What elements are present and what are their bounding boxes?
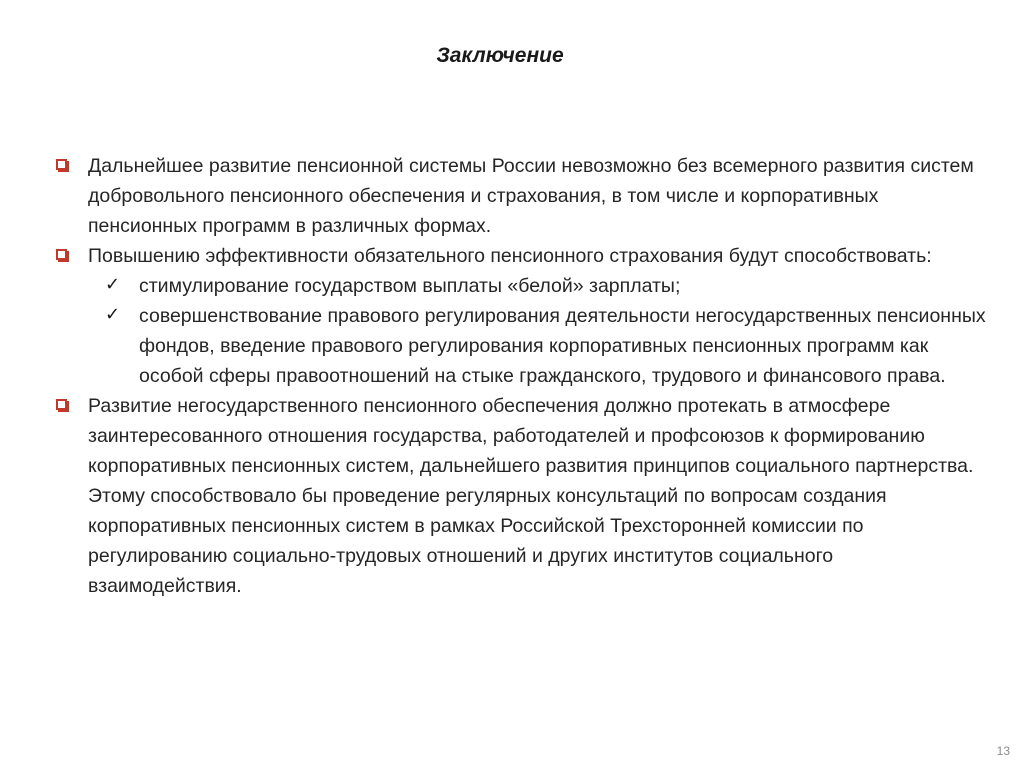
sub-bullet-item [56, 271, 986, 301]
checkmark-icon: ✓ [105, 274, 121, 295]
bullet-text: Развитие негосударственного пенсионного обеспечения должно протекать в атмосфере заинтересованного отношения государства, работодателей и профсоюзов к формированию корпоративных пенсионных систем, дальнейшего развития принципов социального партнерства. Этому способствовало бы проведение регулярных консультаций по вопросам создания корпоративных пенсионных систем в рамках Российской Трехсторонней комиссии по регулированию социально-трудовых отношений и других институтов социального взаимодействия. [88, 395, 974, 597]
bullet-item [56, 391, 986, 601]
sub-bullet-text: совершенствование правового регулирования деятельности негосударственных пенсионных фондов, введение правового регулирования корпоративных пенсионных программ как особой сферы правоотношений на стыке гражданского, трудового и финансового права. [139, 305, 986, 387]
checkmark-icon: ✓ [105, 304, 121, 325]
bullet-list [56, 151, 986, 601]
bullet-item [56, 241, 986, 271]
page-number: 13 [996, 744, 1010, 758]
bullet-item [56, 151, 986, 241]
bullet-text: Повышению эффективности обязательного пенсионного страхования будут способствовать: [88, 245, 932, 267]
slide-title: Заключение [436, 44, 564, 67]
sub-bullet-text: стимулирование государством выплаты «белой» зарплаты; [139, 275, 681, 297]
checkbox-bullet-icon [56, 159, 67, 170]
checkbox-bullet-icon [56, 249, 67, 260]
checkbox-bullet-icon [56, 399, 67, 410]
bullet-text: Дальнейшее развитие пенсионной системы России невозможно без всемерного развития систем добровольного пенсионного обеспечения и страхования, в том числе и корпоративных пенсионных программ в различных формах. [88, 155, 974, 237]
sub-bullet-item [56, 301, 986, 391]
